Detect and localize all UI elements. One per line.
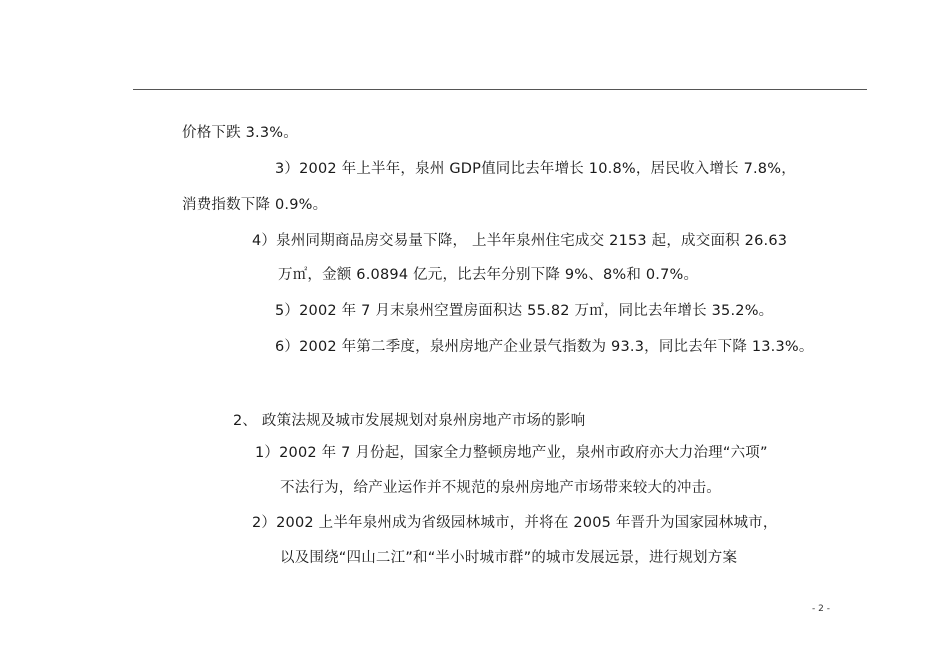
text-line-garden-city: 2）2002 上半年泉州成为省级园林城市，并将在 2005 年晋升为国家园林城市， — [252, 515, 778, 531]
text-line-business-index: 6）2002 年第二季度，泉州房地产企业景气指数为 93.3，同比去年下降 13.3%。 — [275, 339, 814, 355]
text-line-housing-amount: 万㎡，金额 6.0894 亿元，比去年分别下降 9%、8%和 0.7%。 — [278, 267, 699, 283]
text-line-price-drop: 价格下跌 3.3%。 — [182, 125, 298, 141]
header-rule — [133, 89, 867, 90]
text-line-planning: 以及围绕“四山二江”和“半小时城市群”的城市发展远景，进行规划方案 — [280, 550, 738, 566]
text-line-consumer-index: 消费指数下降 0.9%。 — [182, 197, 328, 213]
text-line-rectification: 1）2002 年 7 月份起，国家全力整顿房地产业，泉州市政府亦大力治理“六项” — [255, 445, 768, 461]
section-heading-policy: 2、 政策法规及城市发展规划对泉州房地产市场的影响 — [233, 413, 586, 429]
text-line-housing-volume: 4）泉州同期商品房交易量下降， 上半年泉州住宅成交 2153 起，成交面积 26.63 — [252, 233, 788, 249]
text-line-impact: 不法行为，给产业运作并不规范的泉州房地产市场带来较大的冲击。 — [280, 480, 721, 496]
text-line-gdp: 3）2002 年上半年，泉州 GDP值同比去年增长 10.8%，居民收入增长 7.8%， — [275, 161, 796, 177]
page-number: - 2 - — [812, 604, 830, 614]
text-line-vacant-area: 5）2002 年 7 月末泉州空置房面积达 55.82 万㎡，同比去年增长 35.2%。 — [275, 303, 774, 319]
